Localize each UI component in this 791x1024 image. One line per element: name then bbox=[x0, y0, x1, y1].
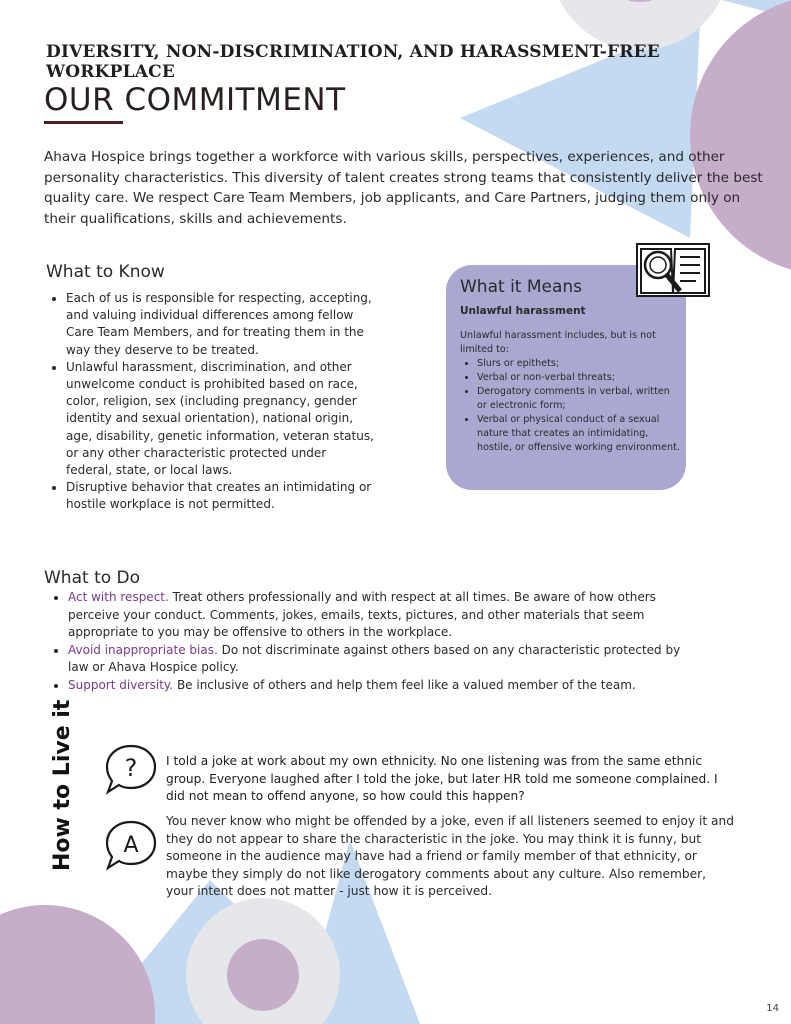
answer-mark: A bbox=[123, 833, 139, 858]
list-item: • Slurs or epithets; bbox=[477, 357, 682, 371]
item-text: Do not discriminate against others based on any characteristic protected by law or Ahava Hospice policy. bbox=[68, 642, 681, 674]
what-to-know-list bbox=[46, 290, 376, 514]
list-item: • Disruptive behavior that creates an intimidating or hostile workplace is not permitted. bbox=[66, 479, 376, 513]
item-lead: Avoid inappropriate bias. bbox=[68, 642, 218, 657]
what-it-means-intro: Unlawful harassment includes, but is not limited to: bbox=[460, 330, 656, 355]
what-it-means-heading: What it Means bbox=[460, 277, 583, 297]
what-to-do-heading: What to Do bbox=[44, 568, 141, 588]
how-to-live-it-label: How to Live it bbox=[50, 699, 75, 871]
what-to-know-heading: What to Know bbox=[46, 262, 165, 282]
item-lead: Support diversity. bbox=[68, 677, 174, 692]
list-item bbox=[68, 642, 688, 677]
book-magnifier-icon bbox=[636, 243, 710, 299]
answer-bubble-icon bbox=[103, 818, 159, 874]
list-item: • Unlawful harassment, discrimination, and other unwelcome conduct is prohibited based on race, color, religion, sex (including pregnancy, gender identity and sexual orientation), national origin, age, disability, genetic information, veteran status, or any other characteristic protected under federal, state, or local laws. bbox=[66, 359, 376, 479]
question-bubble-icon bbox=[103, 742, 159, 798]
list-item: • Verbal or non-verbal threats; bbox=[477, 371, 682, 385]
title-underline bbox=[44, 121, 123, 124]
page-number: 14 bbox=[766, 1003, 779, 1014]
list-item: • Verbal or physical conduct of a sexual nature that creates an intimidating, hostile, or offensive working environment. bbox=[477, 413, 682, 455]
list-item: • Derogatory comments in verbal, written or electronic form; bbox=[477, 385, 682, 413]
mauve-dot-bottom bbox=[227, 939, 299, 1011]
answer-text: You never know who might be offended by a joke, even if all listeners seemed to enjoy it and they do not appear to share the characteristic in the joke. You may think it is funny, but someone in the audience may have had a friend or family member of that ethnicity, or maybe they simply do not like derogatory comments about any culture. Also remember, your intent does not matter - just how it is perceived. bbox=[166, 814, 734, 898]
list-item: • Each of us is responsible for respecting, accepting, and valuing individual differences among fellow Care Team Members, and for treating them in the way they deserve to be treated. bbox=[66, 290, 376, 359]
what-to-do-list bbox=[48, 589, 688, 694]
question-mark: ? bbox=[124, 754, 138, 782]
list-item bbox=[68, 589, 688, 642]
what-it-means-list bbox=[460, 357, 682, 455]
mauve-circle-bottom bbox=[0, 905, 155, 1024]
item-text: Be inclusive of others and help them feel like a valued member of the team. bbox=[173, 677, 636, 692]
item-text: Treat others professionally and with respect at all times. Be aware of how others perceive your conduct. Comments, jokes, emails, texts, pictures, and other materials that seem appropriate to you may be offensive to others in the workplace. bbox=[68, 590, 656, 639]
intro-paragraph: Ahava Hospice brings together a workforce with various skills, perspectives, experiences, and other personality characteristics. This diversity of talent creates strong teams that consistently deliver the best quality care. We respect Care Team Members, job applicants, and Care Partners, judging them only on their qualifications, skills and achievements. bbox=[44, 149, 763, 227]
page-title: OUR COMMITMENT bbox=[44, 82, 346, 118]
section-header: DIVERSITY, NON-DISCRIMINATION, AND HARASSMENT-FREE WORKPLACE bbox=[46, 42, 660, 82]
question-text: I told a joke at work about my own ethnicity. No one listening was from the same ethnic group. Everyone laughed after I told the joke, but later HR told me someone complained. I did not mean to offend anyone, so how could this happen? bbox=[166, 754, 718, 803]
item-lead: Act with respect. bbox=[68, 590, 169, 604]
list-item bbox=[68, 677, 688, 695]
what-it-means-subheading: Unlawful harassment bbox=[460, 305, 586, 317]
